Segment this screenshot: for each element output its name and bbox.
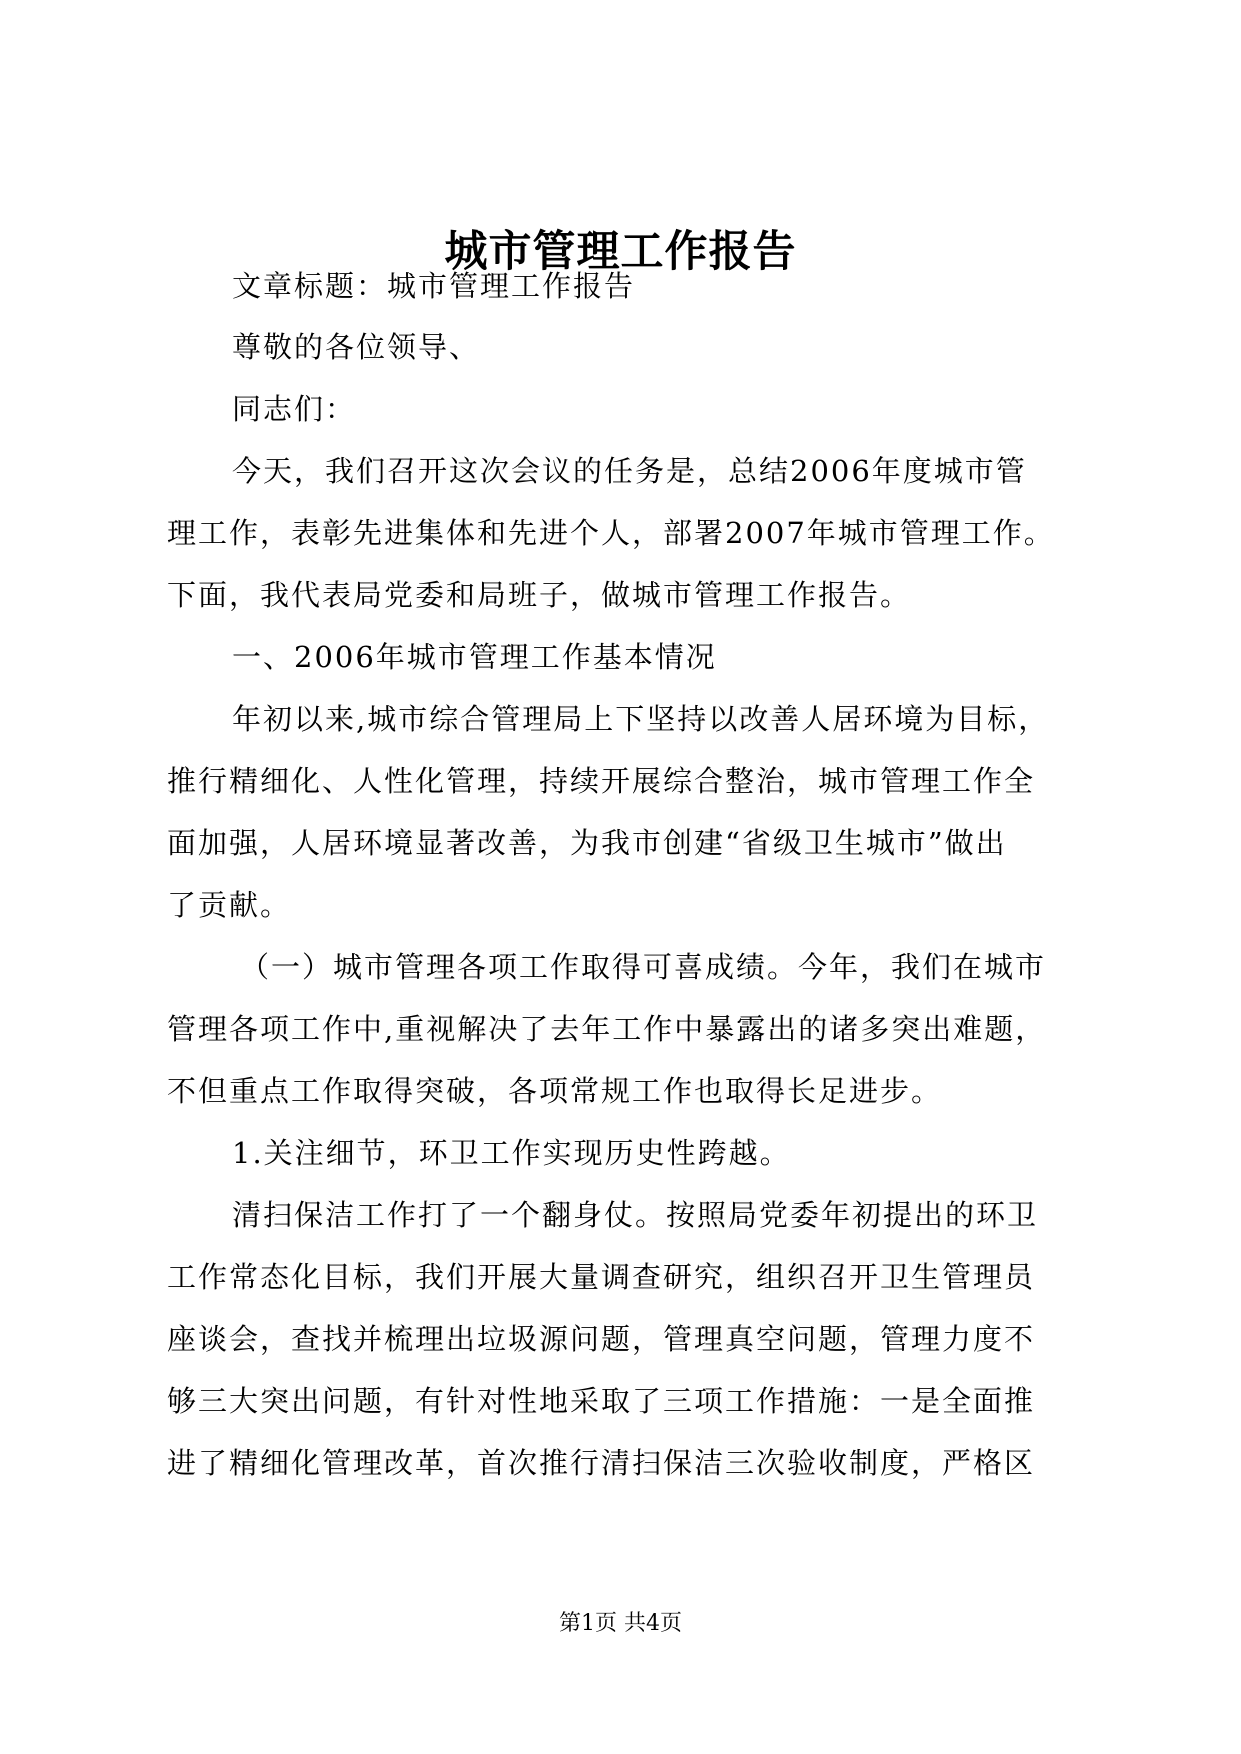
paragraph-line: 管理各项工作中,重视解决了去年工作中暴露出的诸多突出难题， bbox=[167, 1012, 1047, 1046]
paragraph-line: 文章标题：城市管理工作报告 bbox=[232, 269, 636, 303]
paragraph-line: 理工作，表彰先进集体和先进个人，部署2007年城市管理工作。 bbox=[167, 516, 1055, 550]
paragraph-line: 年初以来,城市综合管理局上下坚持以改善人居环境为目标， bbox=[232, 702, 1050, 736]
paragraph-line: 今天，我们召开这次会议的任务是，总结2006年度城市管 bbox=[232, 454, 1027, 488]
paragraph-line: 同志们： bbox=[232, 392, 357, 426]
paragraph-line: 了贡献。 bbox=[167, 888, 292, 922]
section-heading: 一、2006年城市管理工作基本情况 bbox=[232, 640, 717, 674]
paragraph-line: 清扫保洁工作打了一个翻身仗。按照局党委年初提出的环卫 bbox=[232, 1198, 1039, 1232]
paragraph-line: 工作常态化目标，我们开展大量调查研究，组织召开卫生管理员 bbox=[167, 1260, 1036, 1294]
page-footer: 第1页 共4页 bbox=[559, 1611, 682, 1636]
paragraph-line: 尊敬的各位领导、 bbox=[232, 330, 481, 364]
subsection-heading: 1.关注细节，环卫工作实现历史性跨越。 bbox=[232, 1136, 791, 1170]
paragraph-line: （一）城市管理各项工作取得可喜成绩。今年，我们在城市 bbox=[240, 950, 1047, 984]
document-title: 城市管理工作报告 bbox=[444, 227, 797, 277]
paragraph-line: 推行精细化、人性化管理，持续开展综合整治，城市管理工作全 bbox=[167, 764, 1036, 798]
paragraph-line: 座谈会，查找并梳理出垃圾源问题，管理真空问题，管理力度不 bbox=[167, 1322, 1036, 1356]
paragraph-line: 面加强，人居环境显著改善，为我市创建“省级卫生城市”做出 bbox=[167, 826, 1007, 860]
paragraph-line: 不但重点工作取得突破，各项常规工作也取得长足进步。 bbox=[167, 1074, 943, 1108]
paragraph-line: 够三大突出问题，有针对性地采取了三项工作措施：一是全面推 bbox=[167, 1384, 1036, 1418]
paragraph-line: 下面，我代表局党委和局班子，做城市管理工作报告。 bbox=[167, 578, 912, 612]
paragraph-line: 进了精细化管理改革，首次推行清扫保洁三次验收制度，严格区 bbox=[167, 1446, 1036, 1480]
